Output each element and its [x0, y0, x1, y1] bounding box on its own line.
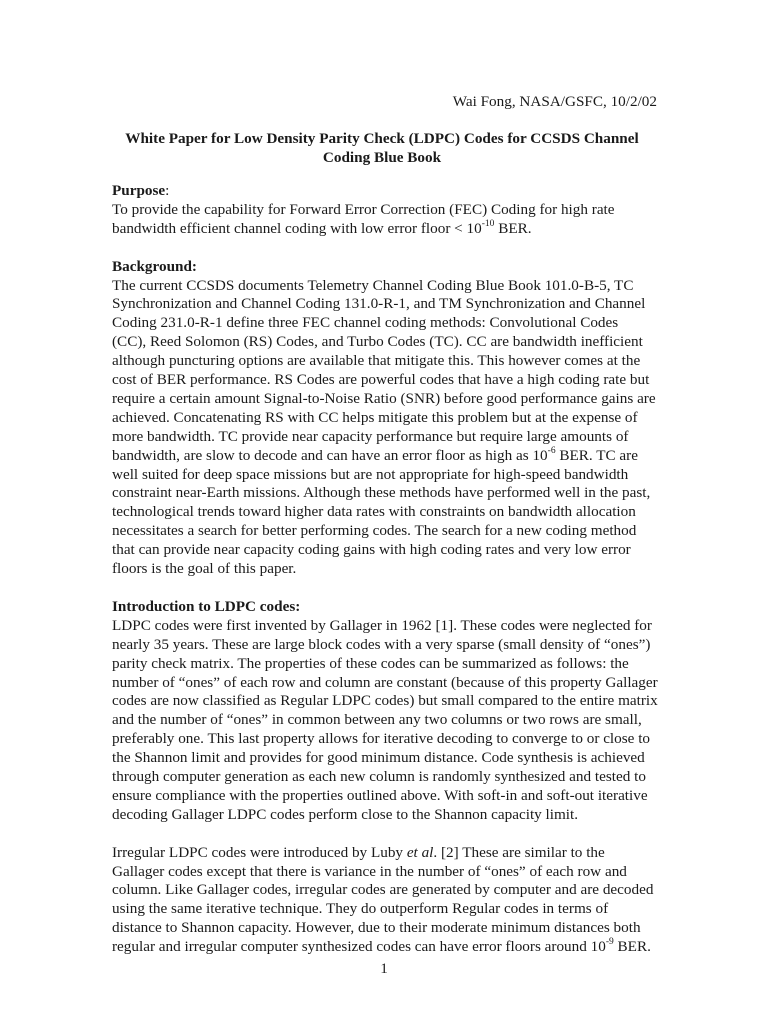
background-line: cost of BER performance. RS Codes are powerful codes that have a high coding rate but: [112, 371, 650, 389]
irregular-line: distance to Shannon capacity. However, due to their moderate minimum distances both: [112, 919, 641, 937]
purpose-heading: Purpose: [112, 182, 166, 199]
intro-heading: Introduction to LDPC codes:: [112, 597, 301, 615]
intro-line: ensure compliance with the properties outlined above. With soft-in and soft-out iterative: [112, 786, 648, 804]
purpose-line-2-text: bandwidth efficient channel coding with low error floor < 10: [112, 219, 482, 237]
irregular-last-line: [112, 938, 660, 957]
author-date-line: Wai Fong, NASA/GSFC, 10/2/02: [452, 93, 657, 110]
et-al-italic: et al: [406, 843, 434, 861]
intro-line: decoding Gallager LDPC codes perform close to the Shannon capacity limit.: [112, 805, 579, 823]
purpose-exponent: -10: [481, 218, 495, 229]
intro-line: LDPC codes were first invented by Gallager in 1962 [1]. These codes were neglected for: [112, 616, 652, 634]
background-exp-text: bandwidth, are slow to decode and can have an error floor as high as 10: [112, 446, 548, 464]
paragraph-gap: [112, 579, 660, 598]
irregular-first-line: [112, 844, 660, 863]
background-line: Synchronization and Channel Coding 131.0-R-1, and TM Synchronization and Channel: [112, 295, 646, 313]
background-line: require a certain amount Signal-to-Noise Ratio (SNR) before good performance gains are: [112, 389, 656, 407]
intro-line: number of “ones” of each row and column are constant (because of this property Gallager: [112, 673, 658, 691]
background-line: constraint near-Earth missions. Although these methods have performed well in the past,: [112, 484, 651, 502]
background-line: although puncturing options are available that mitigate this. This however comes at the: [112, 352, 641, 370]
paragraph-gap: [112, 825, 660, 844]
irregular-line: column. Like Gallager codes, irregular codes are generated by computer and are decoded: [112, 881, 654, 899]
paragraph-gap: [112, 239, 660, 258]
title-line-2: Coding Blue Book: [322, 148, 442, 166]
background-exp-end: BER. TC are: [555, 446, 638, 464]
page-number: 1: [380, 960, 388, 977]
purpose-heading-line: [112, 182, 660, 201]
intro-line: and the number of “ones” in common between any two columns or two rows are small,: [112, 711, 642, 729]
purpose-line-2: [112, 220, 660, 239]
irregular-line: Gallager codes except that there is variance in the number of “ones” of each row and: [112, 862, 627, 880]
irregular-line: using the same iterative technique. They do outperform Regular codes in terms of: [112, 900, 609, 918]
background-line: Coding 231.0-R-1 define three FEC channel coding methods: Convolutional Codes: [112, 314, 619, 332]
purpose-line-2-end: BER.: [494, 219, 532, 237]
intro-line: parity check matrix. The properties of these codes can be summarized as follows: the: [112, 654, 629, 672]
background-heading: Background:: [112, 257, 197, 275]
intro-line: codes are now classified as Regular LDPC codes) but small compared to the entire matrix: [112, 692, 658, 710]
intro-line: through computer generation as each new column is randomly synthesized and tested to: [112, 768, 646, 786]
irregular-exponent: -9: [605, 937, 614, 948]
background-line: (CC), Reed Solomon (RS) Codes, and Turbo Codes (TC). CC are bandwidth inefficient: [112, 333, 643, 351]
intro-line: nearly 35 years. These are large block codes with a very sparse (small density of “ones”): [112, 635, 651, 653]
background-line: necessitates a search for better performing codes. The search for a new coding method: [112, 522, 637, 540]
irregular-first-end: . [2] These are similar to the: [433, 843, 605, 861]
title-line-1: White Paper for Low Density Parity Check (LDPC) Codes for CCSDS Channel: [125, 130, 639, 147]
intro-line: the Shannon limit and provides for good minimum distance. Code synthesis is achieved: [112, 749, 645, 767]
background-line: more bandwidth. TC provide near capacity performance but require large amounts of: [112, 427, 629, 445]
intro-line: preferably one. This last property allows for iterative decoding to converge to or close to: [112, 730, 651, 748]
purpose-line-1: To provide the capability for Forward Error Correction (FEC) Coding for high rate: [112, 200, 615, 218]
background-line: floors is the goal of this paper.: [112, 560, 297, 578]
irregular-last-text: regular and irregular computer synthesized codes can have error floors around 10: [112, 938, 606, 956]
background-exponent-line: [112, 447, 660, 466]
background-line: achieved. Concatenating RS with CC helps mitigate this problem but at the expense of: [112, 408, 638, 426]
irregular-last-end: BER.: [613, 938, 651, 956]
background-line: The current CCSDS documents Telemetry Channel Coding Blue Book 101.0-B-5, TC: [112, 276, 634, 294]
purpose-heading-colon: :: [165, 182, 170, 199]
background-line: that can provide near capacity coding gains with high coding rates and very low error: [112, 541, 631, 559]
irregular-first-text: Irregular LDPC codes were introduced by Luby: [112, 843, 407, 861]
background-line: well suited for deep space missions but are not appropriate for high-speed bandwidth: [112, 465, 629, 483]
background-exponent: -6: [547, 445, 556, 456]
background-line: technological trends toward higher data rates with constraints on bandwidth allocation: [112, 503, 636, 521]
document-body: [112, 182, 660, 957]
document-title: [112, 130, 652, 168]
